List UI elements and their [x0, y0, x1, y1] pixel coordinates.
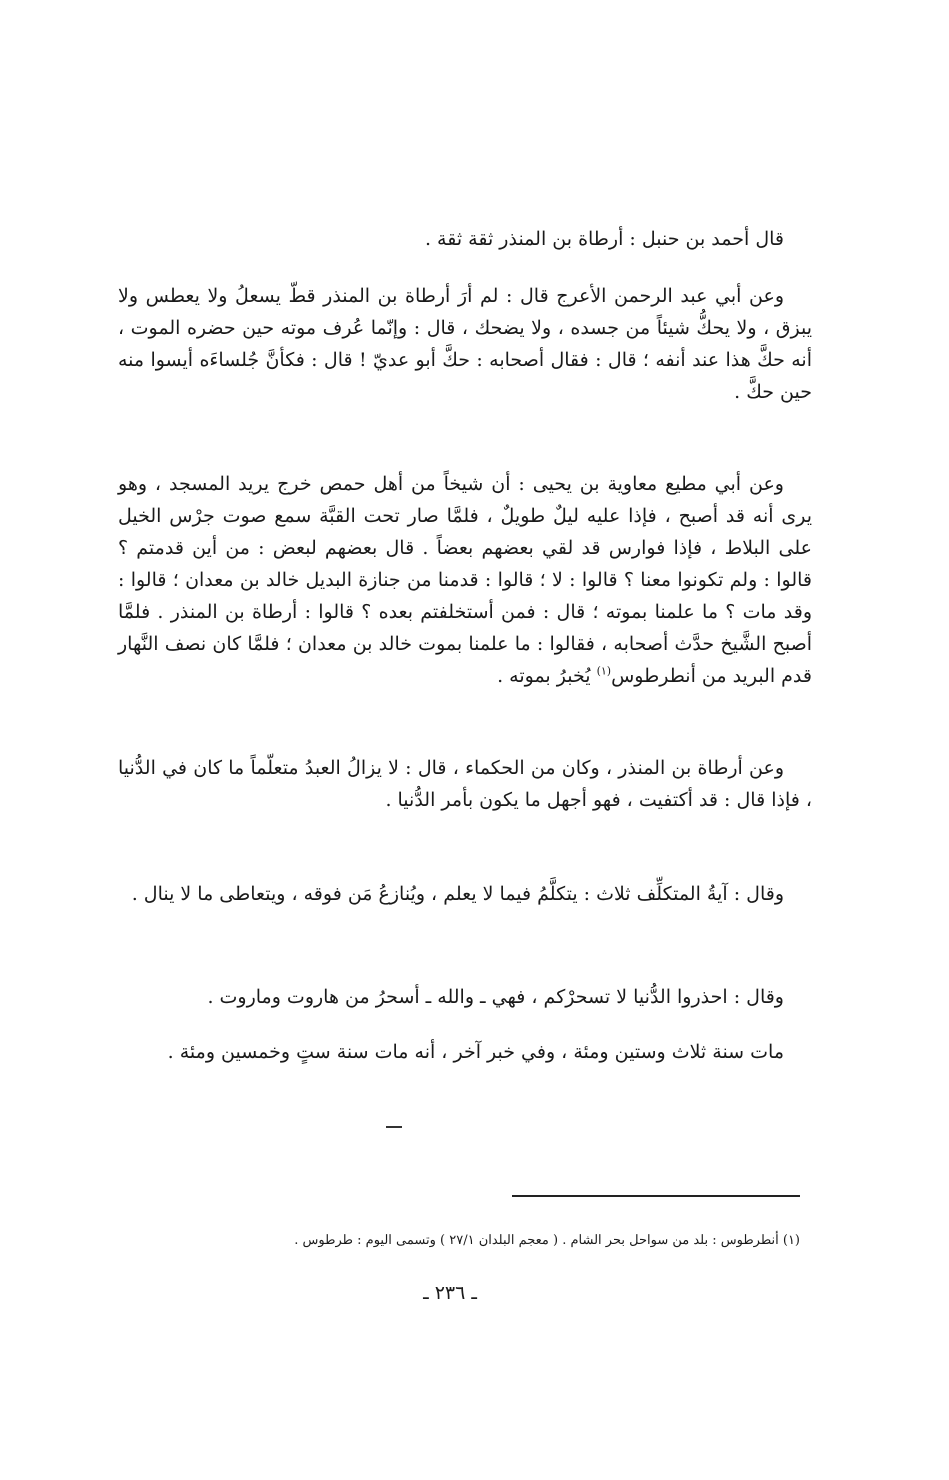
paragraph-text: مات سنة ثلاث وستين ومئة ، وفي خبر آخر ، أنه مات سنة ستٍ وخمسين ومئة .: [167, 1041, 784, 1063]
paragraph-text: وعن أرطاة بن المنذر ، وكان من الحكماء ، قال : لا يزالُ العبدُ متعلّماً ما كان في الدُّنيا ، فإذا قال : قد أكتفيت ، فهو أجهل ما يكون بأمر الدُّنيا .: [118, 757, 812, 811]
paragraph-ahmad-ibn-hanbal: [118, 223, 812, 255]
footnote-divider: [512, 1195, 800, 1197]
paragraph-beware-dunya: [118, 981, 812, 1013]
paragraph-text: وقال : احذروا الدُّنيا لا تسحرْكم ، فهي ـ والله ـ أسحرُ من هاروت وماروت .: [207, 986, 784, 1008]
paragraph-abu-abd-al-rahman: [118, 280, 812, 408]
paragraph-body: وعن أبي مطيع معاوية بن يحيى : أن شيخاً من أهل حمص خرج يريد المسجد ، وهو يرى أنه قد أصبح ، فإذا عليه ليلٌ طويلٌ ، فلمَّا صار تحت القبَّة سمع صوت جرْس الخيل على البلاط ، فإذا فوارس قد لقي بعضهم بعضاً . قال بعضهم لبعض : من أين قدمتم ؟ قالوا : ولم تكونوا معنا ؟ قالوا : لا ؛ قالوا : قدمنا من جنازة البديل خالد بن معدان ؛ قالوا : وقد مات ؟ ما علمنا بموته ؛ قال : فمن أستخلفتم بعده ؟ قالوا : أرطاة بن المنذر . فلمَّا أصبح الشَّيخ حدَّث أصحابه ، فقالوا : ما علمنا بموت خالد بن معدان ؛ فلمَّا كان نصف النَّهار قدم البريد من أنطرطوس: [118, 473, 812, 687]
paragraph-signs-of-pretender: [118, 878, 812, 910]
separator-dash: [386, 1126, 402, 1128]
paragraph-text: قال أحمد بن حنبل : أرطاة بن المنذر ثقة ثقة .: [424, 228, 784, 250]
paragraph-text: وعن أبي عبد الرحمن الأعرج قال : لم أرَ أرطاة بن المنذر قطّ يسعلُ ولا يعطس ولا يبزق ، ولا يحكُّ شيئاً من جسده ، ولا يضحك ، قال : وإنّما عُرف موته حين حضره الموت ، أنه حكَّ هذا عند أنفه ؛ قال : فقال أصحابه : حكَّ أبو عديّ ! قال : فكأنَّ جُلساءَه أيسوا منه حين حكَّ .: [118, 285, 812, 403]
footnote-reference: (١): [596, 664, 612, 678]
paragraph-death-date: [118, 1036, 812, 1068]
footnote: (١) أنطرطوس : بلد من سواحل بحر الشام . ( معجم البلدان ٢٧/١ ) وتسمى اليوم : طرطوس .: [294, 1233, 800, 1248]
paragraph-abu-muti: [118, 468, 812, 692]
paragraph-artat-wisdom: [118, 752, 812, 816]
paragraph-text: [118, 468, 812, 692]
paragraph-tail: يُخبرُ بموته .: [497, 665, 591, 687]
page-number: ـ ٢٣٦ ـ: [423, 1282, 477, 1304]
paragraph-text: وقال : آيةُ المتكلِّف ثلاث : يتكلَّمُ فيما لا يعلم ، ويُنازعُ مَن فوقه ، ويتعاطى ما لا ينال .: [131, 883, 784, 905]
